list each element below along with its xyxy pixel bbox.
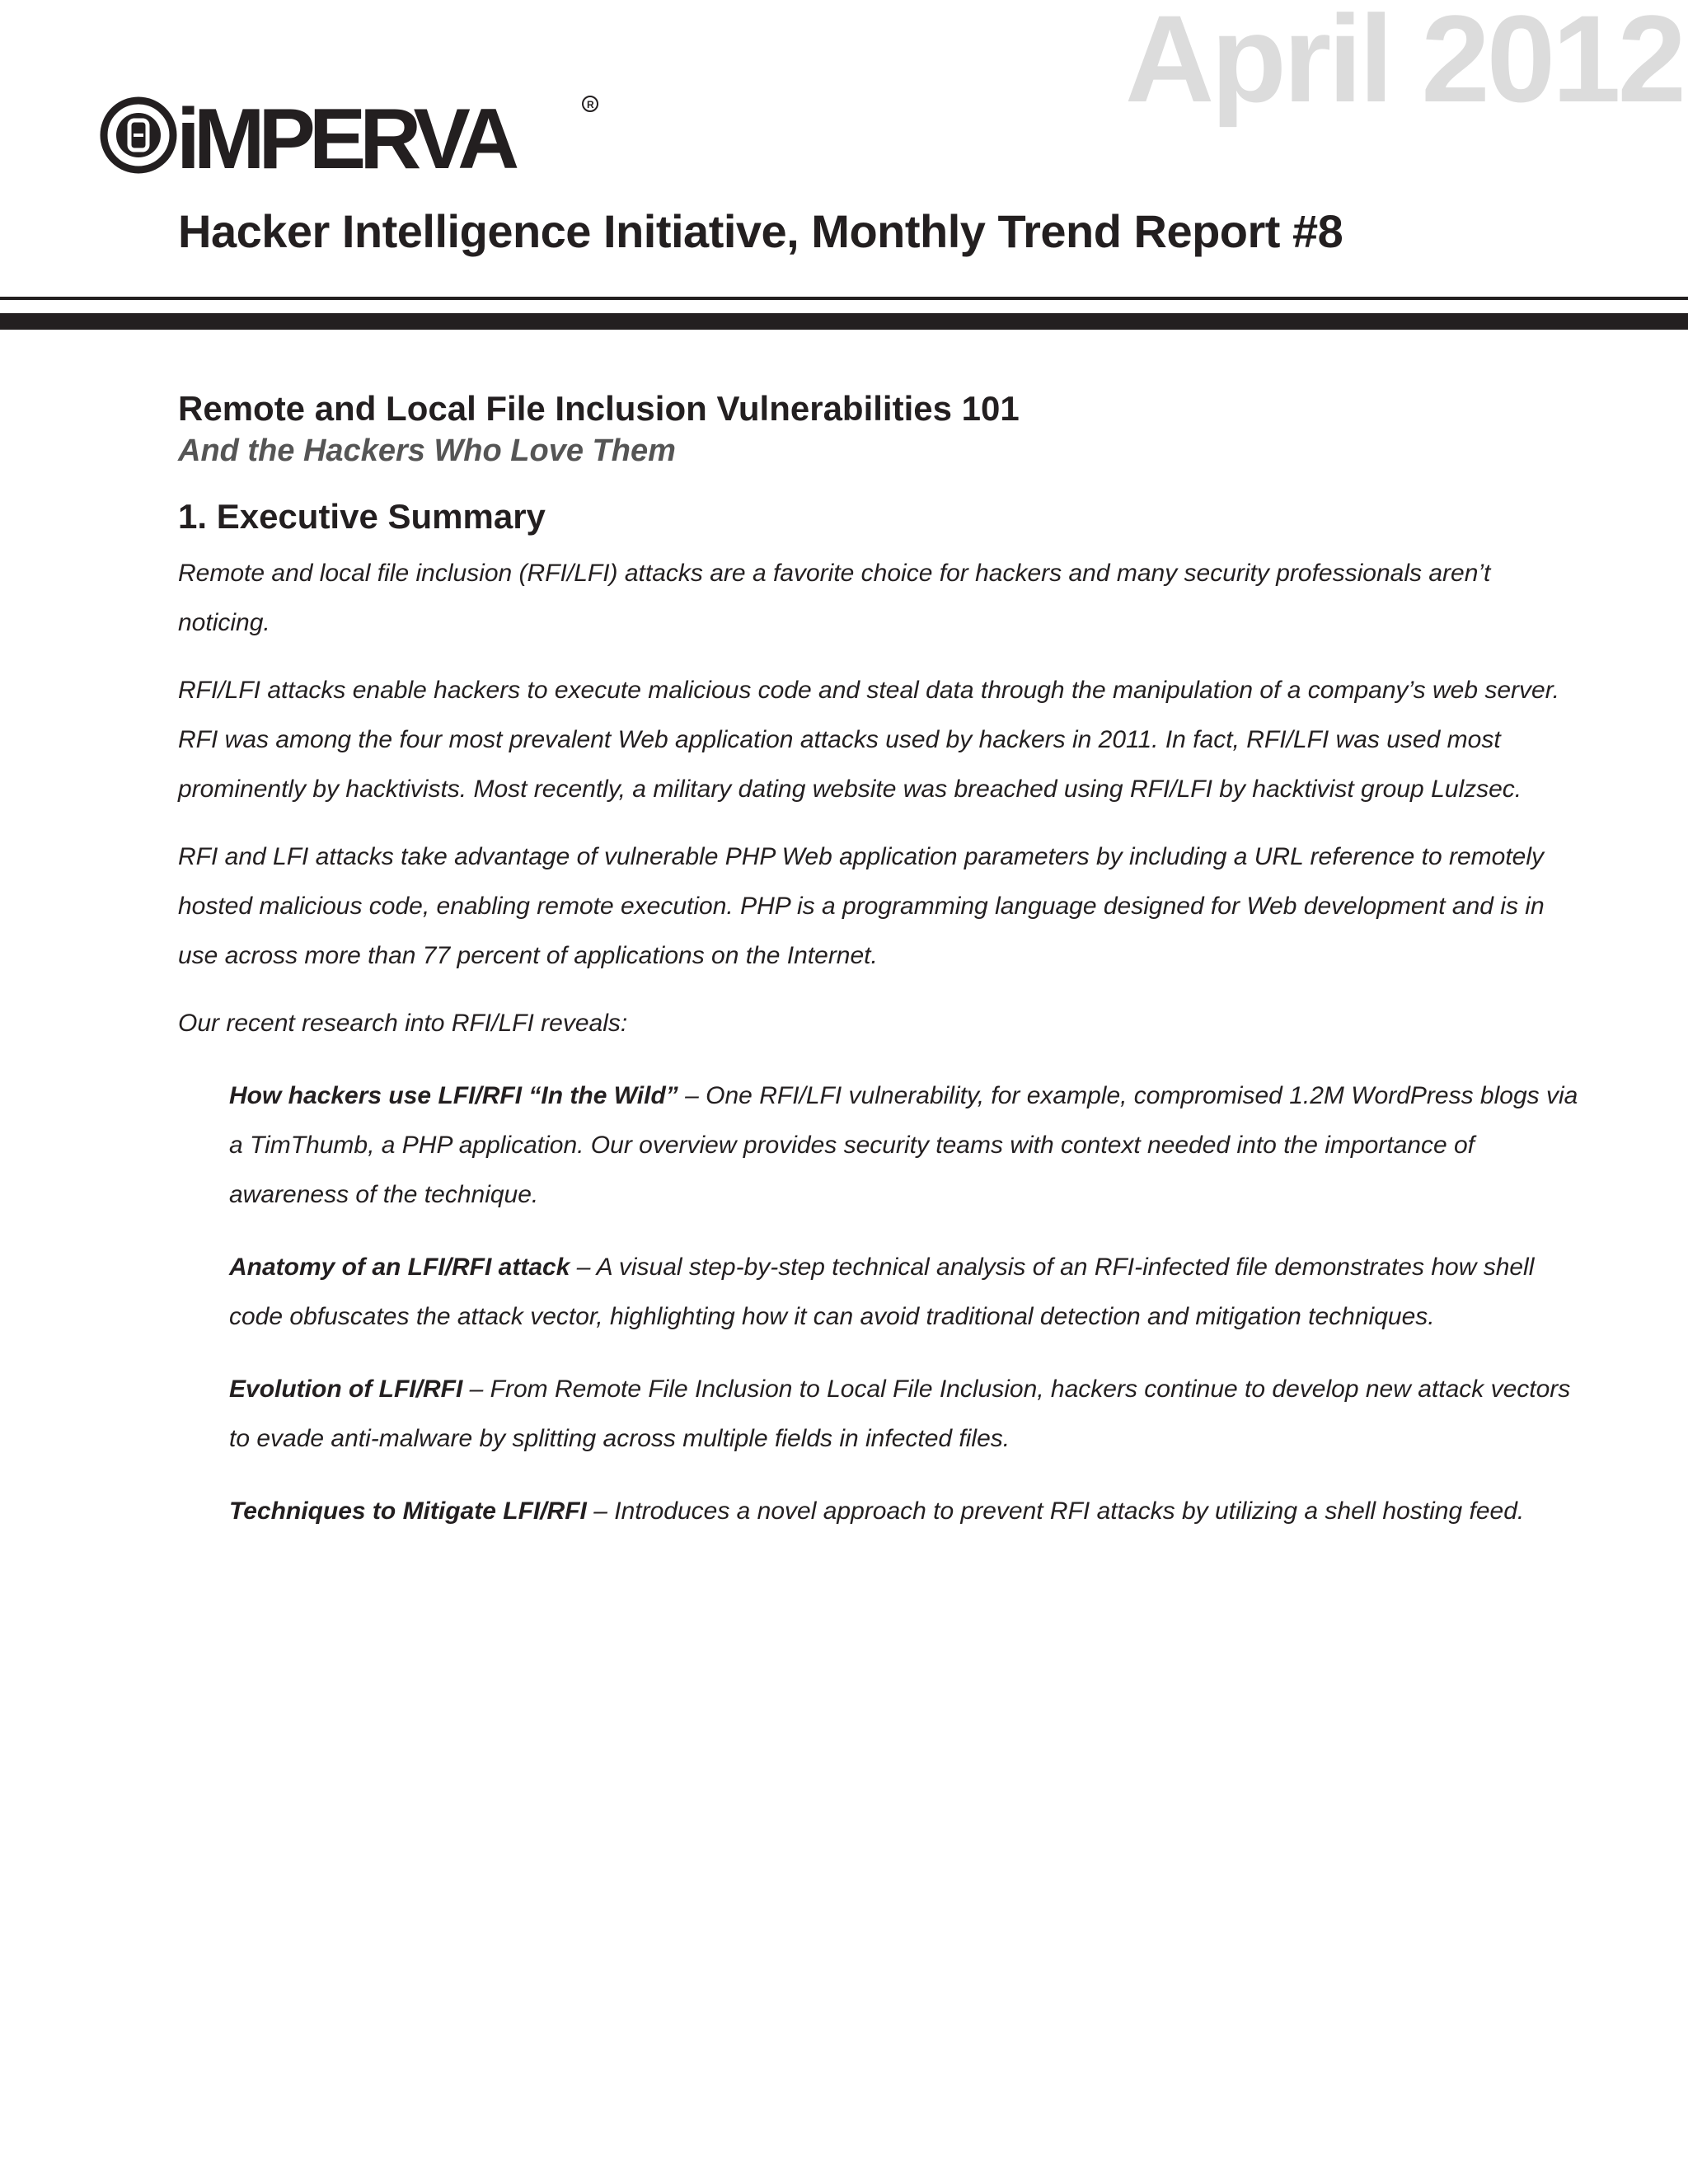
finding-item [229, 1365, 1587, 1464]
summary-paragraph: RFI and LFI attacks take advantage of vulnerable PHP Web application parameters by including a URL reference to remotely hosted malicious code, enabling remote execution. PHP is a programming language designed for Web development and is in use across more than 77 percent of applications on the Internet. [178, 843, 1545, 970]
finding-text: – One RFI/LFI vulnerability, for example, compromised 1.2M WordPress blogs via a TimThumb, a PHP application. Our overview provides security teams with context needed into the importance of awareness of the technique. [229, 1082, 1578, 1209]
finding-item [229, 1243, 1587, 1342]
report-date: April 2012 [1124, 0, 1683, 128]
finding-text: – Introduces a novel approach to prevent RFI attacks by utilizing a shell hosting feed. [586, 1497, 1525, 1526]
summary-paragraph: Our recent research into RFI/LFI reveals: [178, 1010, 628, 1038]
svg-text:R: R [587, 99, 594, 110]
finding-lead: Techniques to Mitigate LFI/RFI [229, 1497, 587, 1526]
document-title: Remote and Local File Inclusion Vulnerabilities 101 [178, 389, 1020, 428]
summary-paragraph: RFI/LFI attacks enable hackers to execute malicious code and steal data through the manipulation of a company’s web server. RFI was among the four most prevalent Web application attacks used by hackers in 2011. In fact, RFI/LFI was used most prominently by hacktivists. Most recently, a military dating website was breached using RFI/LFI by hacktivist group Lulzsec. [178, 677, 1559, 804]
header-divider-thick [0, 313, 1688, 330]
imperva-logo [97, 92, 600, 175]
section-heading-executive-summary: 1. Executive Summary [178, 496, 546, 536]
finding-lead: Evolution of LFI/RFI [229, 1376, 463, 1404]
logo-wordmark: iMPERVA [176, 92, 513, 175]
finding-text: – A visual step-by-step technical analysis of an RFI-infected file demonstrates how shell code obfuscates the attack vector, highlighting how it can avoid traditional detection and mitigation techniques. [229, 1254, 1535, 1331]
finding-lead: How hackers use LFI/RFI “In the Wild” [229, 1082, 678, 1110]
document-subtitle: And the Hackers Who Love Them [178, 433, 676, 468]
header-divider-thin [0, 297, 1688, 300]
finding-lead: Anatomy of an LFI/RFI attack [229, 1254, 570, 1282]
finding-text: – From Remote File Inclusion to Local File Inclusion, hackers continue to develop new attack vectors to evade anti-malware by splitting across multiple fields in infected files. [229, 1376, 1571, 1453]
finding-item [229, 1071, 1587, 1220]
report-title: Hacker Intelligence Initiative, Monthly Trend Report #8 [178, 205, 1343, 257]
finding-item [229, 1487, 1587, 1536]
report-body [178, 387, 1587, 1536]
summary-paragraph: Remote and local file inclusion (RFI/LFI) attacks are a favorite choice for hackers and many security professionals aren’t noticing. [178, 560, 1491, 637]
